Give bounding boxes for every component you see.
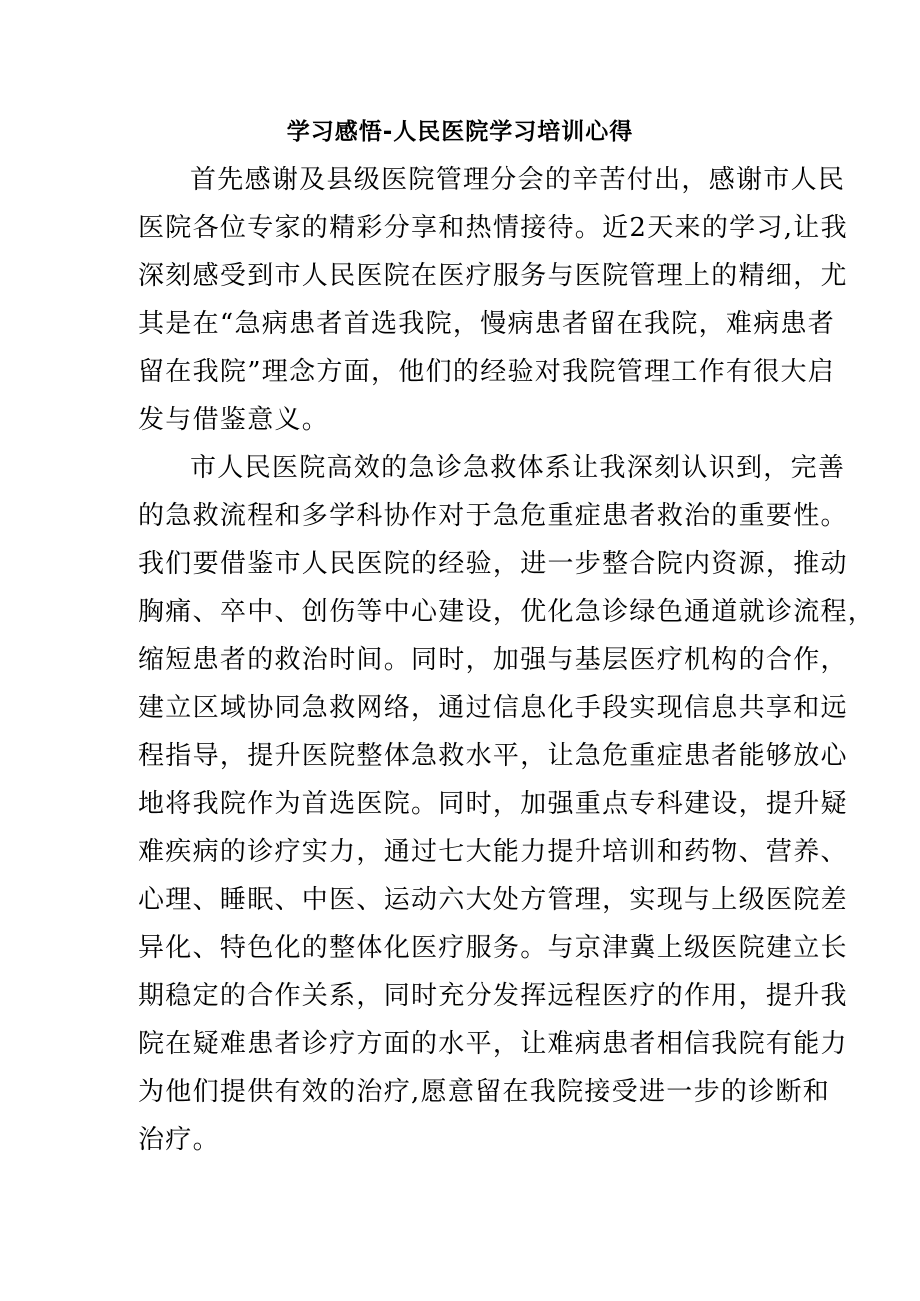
paragraph-line: 地将我院作为首选医院。同时，加强重点专科建设，提升疑 — [138, 789, 848, 819]
paragraph-line: 的急救流程和多学科协作对于急危重症患者救治的重要性。 — [138, 501, 848, 531]
paragraph-line: 建立区域协同急救网络，通过信息化手段实现信息共享和远 — [138, 693, 848, 723]
paragraph-line: 发与借鉴意义。 — [138, 405, 330, 435]
paragraph-line: 异化、特色化的整体化医疗服务。与京津冀上级医院建立长 — [138, 933, 848, 963]
paragraph-line: 市人民医院高效的急诊急救体系让我深刻认识到，完善 — [190, 453, 846, 483]
paragraph-line: 首先感谢及县级医院管理分会的辛苦付出，感谢市人民 — [190, 165, 846, 195]
paragraph-2 — [138, 444, 876, 1164]
paragraph-line: 缩短患者的救治时间。同时，加强与基层医疗机构的合作， — [138, 645, 848, 675]
paragraph-line: 难疾病的诊疗实力，通过七大能力提升培训和药物、营养、 — [138, 837, 848, 867]
paragraph-line: 程指导，提升医院整体急救水平，让急危重症患者能够放心 — [138, 741, 848, 771]
paragraph-line: 其是在“急病患者首选我院，慢病患者留在我院，难病患者 — [138, 309, 836, 339]
document-title: 学习感悟-人民医院学习培训心得 — [286, 119, 634, 145]
paragraph-1 — [138, 156, 848, 444]
paragraph-line: 心理、睡眠、中医、运动六大处方管理，实现与上级医院差 — [138, 885, 848, 915]
paragraph-line: 留在我院”理念方面，他们的经验对我院管理工作有很大启 — [138, 357, 836, 387]
paragraph-line: 医院各位专家的精彩分享和热情接待。近2天来的学习,让我 — [138, 213, 848, 243]
paragraph-line: 期稳定的合作关系，同时充分发挥远程医疗的作用，提升我 — [138, 981, 848, 1011]
paragraph-line: 院在疑难患者诊疗方面的水平，让难病患者相信我院有能力 — [138, 1029, 848, 1059]
paragraph-line: 深刻感受到市人民医院在医疗服务与医院管理上的精细，尤 — [138, 261, 848, 291]
paragraph-line: 治疗。 — [138, 1125, 220, 1155]
paragraph-line: 为他们提供有效的治疗,愿意留在我院接受进一步的诊断和 — [138, 1077, 831, 1107]
paragraph-line: 我们要借鉴市人民医院的经验，进一步整合院内资源，推动 — [138, 549, 848, 579]
paragraph-line: 胸痛、卒中、创伤等中心建设，优化急诊绿色通道就诊流程， — [138, 597, 876, 627]
